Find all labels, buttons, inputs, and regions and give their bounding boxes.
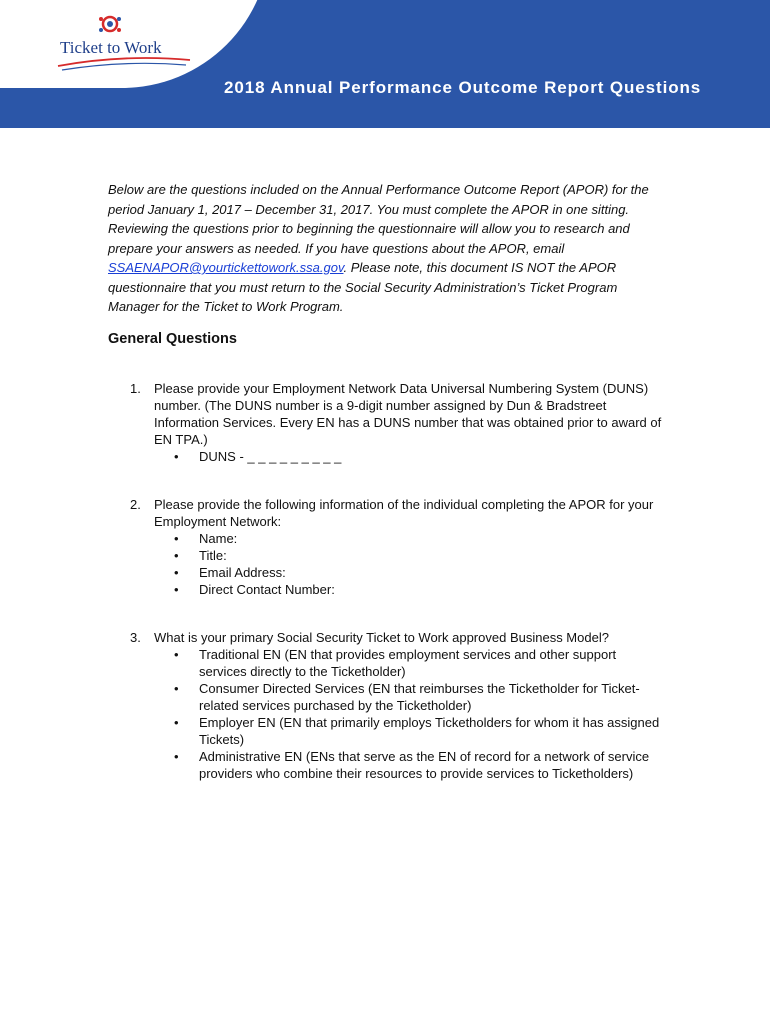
question-number: 2. (130, 497, 141, 512)
question-1 (130, 380, 666, 465)
intro-paragraph (108, 180, 656, 317)
bullet-icon: • (174, 531, 179, 546)
apor-email-link[interactable]: SSAENAPOR@yourtickettowork.ssa.gov (108, 260, 344, 275)
bullet-icon: • (174, 582, 179, 597)
bullet-icon: • (174, 565, 179, 580)
bullet-icon: • (174, 715, 179, 730)
bullet-icon: • (174, 548, 179, 563)
list-item: • DUNS - _ _ _ _ _ _ _ _ _ (174, 449, 342, 464)
list-item: • Email Address: (174, 565, 286, 580)
question-options (130, 448, 666, 465)
bullet-icon: • (174, 681, 179, 696)
question-number: 1. (130, 381, 141, 396)
list-item: • Consumer Directed Services (EN that reimburses the Ticketholder for Ticket-related services purchased by the Ticketholder) (174, 681, 640, 713)
header-banner (0, 0, 770, 128)
question-2 (130, 496, 666, 598)
list-item: • Title: (174, 548, 227, 563)
logo-text: Ticket to Work (60, 38, 162, 57)
intro-text-after: . Please note, this document IS NOT the APOR questionnaire that you must return to the Social Security Administration’s Ticket Program Manager for the Ticket to Work Program. (108, 260, 618, 314)
question-options (130, 646, 666, 782)
list-item: • Direct Contact Number: (174, 582, 335, 597)
question-options (130, 530, 666, 598)
question-number: 3. (130, 630, 141, 645)
list-item: • Name: (174, 531, 238, 546)
intro-text-before: Below are the questions included on the Annual Performance Outcome Report (APOR) for the period January 1, 2017 – December 31, 2017. You must complete the APOR in one sitting. Reviewing the questions prior to beginning the questionnaire will allow you to research and prepare your answers as needed. If you have questions about the APOR, email (108, 182, 649, 256)
bullet-icon: • (174, 449, 179, 464)
bullet-icon: • (174, 647, 179, 662)
section-heading: General Questions (108, 331, 237, 347)
question-3 (130, 629, 666, 782)
list-item: • Administrative EN (ENs that serve as the EN of record for a network of service providers who combine their resources to provide services to Ticketholders) (174, 749, 650, 781)
page-title: 2018 Annual Performance Outcome Report Questions (224, 78, 702, 97)
question-text: Please provide your Employment Network Data Universal Numbering System (DUNS) number. (The DUNS number is a 9-digit number assigned by Dun & Bradstreet Information Services. Every EN has a DUNS number that was obtained prior to award of EN TPA.) (154, 381, 662, 447)
question-text: What is your primary Social Security Ticket to Work approved Business Model? (154, 630, 609, 645)
bullet-icon: • (174, 749, 179, 764)
question-text: Please provide the following information of the individual completing the APOR for your Employment Network: (154, 497, 654, 529)
list-item: • Traditional EN (EN that provides employment services and other support services directly to the Ticketholder) (174, 647, 617, 679)
list-item: • Employer EN (EN that primarily employs Ticketholders for whom it has assigned Tickets) (174, 715, 660, 747)
